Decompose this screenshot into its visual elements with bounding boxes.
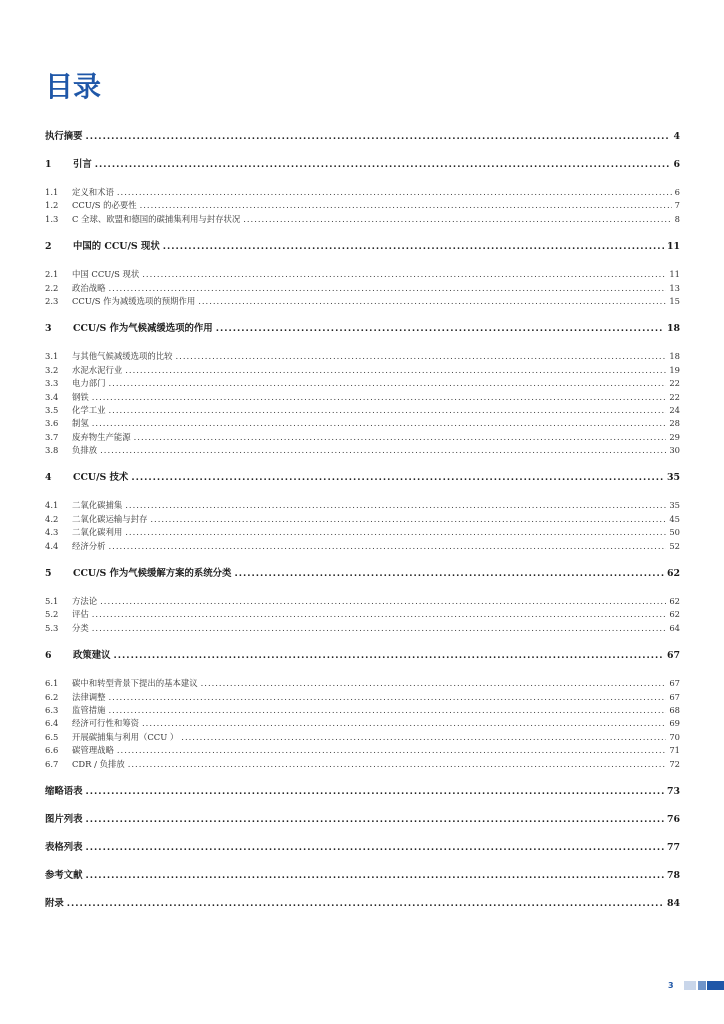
toc-entry[interactable] [45, 377, 680, 390]
toc-entry-page: 73 [666, 785, 680, 797]
toc-entry-number: 4.3 [45, 527, 59, 538]
toc-spacer [45, 553, 680, 565]
toc-dot-leader [109, 378, 667, 388]
toc-dot-leader [109, 692, 667, 702]
toc-entry-number: 6.5 [45, 731, 59, 742]
toc-entry[interactable] [45, 691, 680, 704]
toc-dot-leader [92, 418, 667, 428]
toc-entry[interactable] [45, 839, 680, 855]
toc-entry[interactable] [45, 513, 680, 526]
toc-entry-page: 30 [669, 445, 680, 456]
toc-entry-number: 1 [45, 159, 52, 170]
toc-entry-label: 碳中和转型背景下提出的基本建议 [72, 678, 198, 689]
toc-entry-page: 15 [669, 295, 680, 306]
toc-entry-number: 3.3 [45, 378, 59, 389]
toc-entry-page: 4 [673, 131, 680, 142]
toc-entry-label: 制氢 [72, 418, 89, 429]
toc-entry-label: 图片列表 [45, 813, 83, 825]
toc-dot-leader [86, 870, 664, 881]
toc-entry[interactable] [45, 811, 680, 827]
toc-dot-leader [142, 718, 666, 728]
toc-spacer [45, 254, 680, 268]
toc-dot-leader [109, 405, 667, 415]
toc-dot-leader [86, 786, 664, 797]
toc-entry-page: 11 [669, 269, 680, 280]
toc-dot-leader [114, 650, 664, 661]
toc-entry-number: 5.2 [45, 609, 59, 620]
toc-entry-label: C 全球、欧盟和德国的碳捕集利用与封存状况 [72, 213, 241, 224]
toc-entry[interactable] [45, 717, 680, 730]
toc-dot-leader [100, 596, 666, 606]
toc-entry-label: 政策建议 [73, 650, 111, 662]
toc-entry-page: 67 [666, 650, 680, 662]
toc-entry[interactable] [45, 156, 680, 172]
toc-spacer [45, 663, 680, 677]
toc-entry[interactable] [45, 647, 680, 663]
toc-entry[interactable] [45, 282, 680, 295]
toc-entry-page: 62 [669, 609, 680, 620]
toc-entry[interactable] [45, 350, 680, 363]
toc-entry-label: 电力部门 [72, 378, 106, 389]
toc-spacer [45, 172, 680, 186]
toc-entry-label: 中国 CCU/S 现状 [72, 269, 140, 280]
toc-entry[interactable] [45, 758, 680, 771]
toc-dot-leader [67, 898, 664, 909]
toc-entry-number: 4.2 [45, 513, 59, 524]
toc-entry-page: 35 [669, 500, 680, 511]
toc-dot-leader [125, 500, 666, 510]
toc-dot-leader [128, 759, 667, 769]
toc-entry[interactable] [45, 565, 680, 581]
toc-entry-page: 67 [669, 678, 680, 689]
toc-entry-label: 附录 [45, 897, 64, 909]
toc-entry-label: CCU/S 的必要性 [72, 200, 137, 211]
toc-entry-label: 监管措施 [72, 704, 106, 715]
toc-entry-number: 3.5 [45, 404, 59, 415]
toc-entry[interactable] [45, 608, 680, 621]
toc-dot-leader [176, 351, 667, 361]
toc-dot-leader [109, 541, 667, 551]
toc-dot-leader [95, 159, 671, 170]
toc-entry-page: 6 [674, 187, 680, 197]
toc-entry-label: CCU/S 技术 [73, 472, 129, 484]
toc-entry-page: 72 [669, 758, 680, 769]
toc-entry-page: 84 [666, 897, 680, 909]
toc-entry-label: 缩略语表 [45, 785, 83, 797]
toc-spacer [45, 144, 680, 156]
toc-entry-number: 3.1 [45, 351, 59, 362]
toc-entry-number: 1.1 [45, 187, 59, 197]
toc-entry[interactable] [45, 199, 680, 212]
toc-entry-number: 2.3 [45, 295, 59, 306]
toc-entry-page: 45 [669, 513, 680, 524]
toc-dot-leader [100, 445, 666, 455]
toc-spacer [45, 771, 680, 783]
toc-entry-number: 2 [45, 241, 52, 253]
toc-entry-label: 评估 [72, 609, 89, 620]
toc-entry[interactable] [45, 622, 680, 635]
toc-entry-page: 67 [669, 691, 680, 702]
toc-entry-page: 62 [669, 596, 680, 607]
toc-entry-number: 5.1 [45, 596, 59, 607]
toc-entry[interactable] [45, 677, 680, 690]
toc-spacer [45, 799, 680, 811]
toc-entry-number: 6 [45, 650, 52, 662]
toc-entry-label: 执行摘要 [45, 131, 83, 142]
toc-entry[interactable] [45, 404, 680, 417]
toc-entry-label: CDR / 负排放 [72, 758, 125, 769]
toc-entry-number: 4.1 [45, 500, 59, 511]
toc-dot-leader [150, 514, 666, 524]
toc-entry-label: 二氧化碳利用 [72, 527, 123, 538]
toc-spacer [45, 635, 680, 647]
toc-entry-page: 22 [669, 378, 680, 389]
toc-entry-page: 70 [669, 731, 680, 742]
toc-spacer [45, 226, 680, 238]
toc-entry-page: 69 [669, 718, 680, 729]
toc-entry-number: 5 [45, 568, 52, 580]
page-number: 3 [668, 981, 674, 990]
toc-spacer [45, 336, 680, 350]
toc-dot-leader [125, 527, 666, 537]
footer-bar-light [684, 981, 696, 990]
toc-dot-leader [86, 842, 664, 853]
toc-entry-page: 52 [669, 540, 680, 551]
toc-entry-number: 6.2 [45, 691, 59, 702]
toc-entry-number: 6.6 [45, 745, 59, 756]
toc-dot-leader [243, 214, 671, 224]
toc-entry[interactable] [45, 213, 680, 226]
toc-entry-label: 中国的 CCU/S 现状 [73, 241, 160, 253]
toc-entry[interactable] [45, 744, 680, 757]
toc-entry[interactable] [45, 238, 680, 254]
toc-dot-leader [134, 432, 667, 442]
toc-entry[interactable] [45, 540, 680, 553]
toc-entry-label: 二氧化碳捕集 [72, 500, 123, 511]
toc-entry-label: CCU/S 作为气候缓解方案的系统分类 [73, 568, 232, 580]
toc-entry-label: 化学工业 [72, 404, 106, 415]
toc-dot-leader [216, 323, 664, 334]
toc-entry-label: 负排放 [72, 445, 98, 456]
toc-entry[interactable] [45, 895, 680, 911]
toc-entry-page: 24 [669, 404, 680, 415]
toc-entry-page: 35 [666, 472, 680, 484]
toc-entry-page: 7 [674, 200, 680, 211]
toc-entry-page: 29 [669, 431, 680, 442]
toc-entry-number: 5.3 [45, 622, 59, 633]
toc-entry[interactable] [45, 526, 680, 539]
toc-entry[interactable] [45, 128, 680, 144]
toc-entry[interactable] [45, 595, 680, 608]
toc-dot-leader [109, 705, 667, 715]
toc-entry-number: 2.2 [45, 282, 59, 293]
toc-entry-page: 22 [669, 391, 680, 402]
toc-dot-leader [198, 296, 666, 306]
toc-dot-leader [163, 241, 664, 252]
table-of-contents [45, 128, 680, 911]
footer-bar-dark [707, 981, 724, 990]
toc-entry-label: CCU/S 作为气候减缓选项的作用 [73, 323, 213, 335]
toc-entry-page: 28 [669, 418, 680, 429]
toc-entry-page: 18 [666, 323, 680, 335]
toc-dot-leader [117, 745, 666, 755]
page-title: 目录 [45, 70, 102, 103]
toc-entry-page: 18 [669, 351, 680, 362]
toc-entry-page: 6 [673, 159, 680, 170]
toc-entry-page: 50 [669, 527, 680, 538]
toc-entry-page: 8 [674, 213, 680, 224]
toc-entry-label: CCU/S 作为减缓选项的预期作用 [72, 295, 196, 306]
toc-dot-leader [234, 568, 664, 579]
toc-entry-number: 6.3 [45, 704, 59, 715]
toc-entry-label: 碳管理战略 [72, 745, 114, 756]
toc-entry-label: 引言 [73, 159, 92, 170]
toc-entry-label: 表格列表 [45, 841, 83, 853]
toc-entry[interactable] [45, 444, 680, 457]
toc-entry-page: 68 [669, 704, 680, 715]
toc-entry[interactable] [45, 320, 680, 336]
toc-entry[interactable] [45, 867, 680, 883]
toc-entry-number: 6.1 [45, 678, 59, 689]
toc-dot-leader [86, 131, 671, 142]
toc-entry[interactable] [45, 295, 680, 308]
toc-entry-number: 3.7 [45, 431, 59, 442]
toc-entry-page: 64 [669, 622, 680, 633]
toc-dot-leader [92, 392, 667, 402]
toc-entry-page: 77 [666, 841, 680, 853]
toc-dot-leader [125, 365, 666, 375]
toc-entry-number: 4 [45, 472, 52, 484]
toc-entry-number: 3.2 [45, 364, 59, 375]
toc-dot-leader [181, 732, 666, 742]
toc-dot-leader [92, 623, 667, 633]
toc-entry-label: 方法论 [72, 596, 98, 607]
toc-spacer [45, 855, 680, 867]
toc-entry-label: 定义和术语 [72, 187, 114, 197]
toc-entry-page: 76 [666, 813, 680, 825]
toc-dot-leader [92, 609, 667, 619]
toc-entry-page: 13 [669, 282, 680, 293]
toc-entry-page: 19 [669, 364, 680, 375]
toc-spacer [45, 883, 680, 895]
toc-spacer [45, 581, 680, 595]
toc-entry-page: 11 [666, 241, 680, 253]
toc-entry-number: 1.2 [45, 200, 59, 211]
toc-entry[interactable] [45, 499, 680, 512]
toc-entry-number: 3.4 [45, 391, 59, 402]
toc-entry[interactable] [45, 431, 680, 444]
toc-spacer [45, 827, 680, 839]
toc-entry[interactable] [45, 417, 680, 430]
toc-entry-label: 钢铁 [72, 391, 89, 402]
toc-entry-label: 与其他气候减缓选项的比较 [72, 351, 173, 362]
toc-entry-label: 废弃物生产能源 [72, 431, 131, 442]
toc-entry[interactable] [45, 364, 680, 377]
toc-entry-label: 经济分析 [72, 540, 106, 551]
toc-entry[interactable] [45, 186, 680, 199]
toc-entry[interactable] [45, 469, 680, 485]
toc-entry-label: 水泥水泥行业 [72, 364, 123, 375]
toc-spacer [45, 457, 680, 469]
toc-dot-leader [109, 283, 667, 293]
toc-entry-page: 71 [669, 745, 680, 756]
toc-dot-leader [131, 472, 664, 483]
toc-spacer [45, 308, 680, 320]
toc-entry-label: 开展碳捕集与利用（CCU ） [72, 731, 179, 742]
toc-entry-number: 3.8 [45, 445, 59, 456]
toc-entry-number: 1.3 [45, 213, 59, 224]
toc-entry-label: 二氧化碳运输与封存 [72, 513, 148, 524]
toc-dot-leader [86, 814, 664, 825]
toc-entry-number: 2.1 [45, 269, 59, 280]
toc-entry-label: 参考文献 [45, 869, 83, 881]
toc-dot-leader [201, 678, 667, 688]
toc-entry-label: 法律调整 [72, 691, 106, 702]
toc-entry-label: 分类 [72, 622, 89, 633]
toc-dot-leader [140, 200, 672, 210]
toc-entry-number: 6.7 [45, 758, 59, 769]
toc-entry-page: 78 [666, 869, 680, 881]
toc-entry-number: 4.4 [45, 540, 59, 551]
toc-entry-page: 62 [666, 568, 680, 580]
toc-entry[interactable] [45, 783, 680, 799]
toc-entry-number: 3 [45, 323, 52, 335]
toc-dot-leader [117, 187, 672, 197]
toc-entry[interactable] [45, 391, 680, 404]
toc-entry[interactable] [45, 268, 680, 281]
toc-entry[interactable] [45, 704, 680, 717]
footer-bar-mid [698, 981, 706, 990]
toc-entry-number: 6.4 [45, 718, 59, 729]
toc-entry-label: 经济可行性和筹资 [72, 718, 139, 729]
toc-entry[interactable] [45, 731, 680, 744]
toc-dot-leader [142, 269, 666, 279]
toc-entry-label: 政治战略 [72, 282, 106, 293]
toc-entry-number: 3.6 [45, 418, 59, 429]
toc-spacer [45, 485, 680, 499]
